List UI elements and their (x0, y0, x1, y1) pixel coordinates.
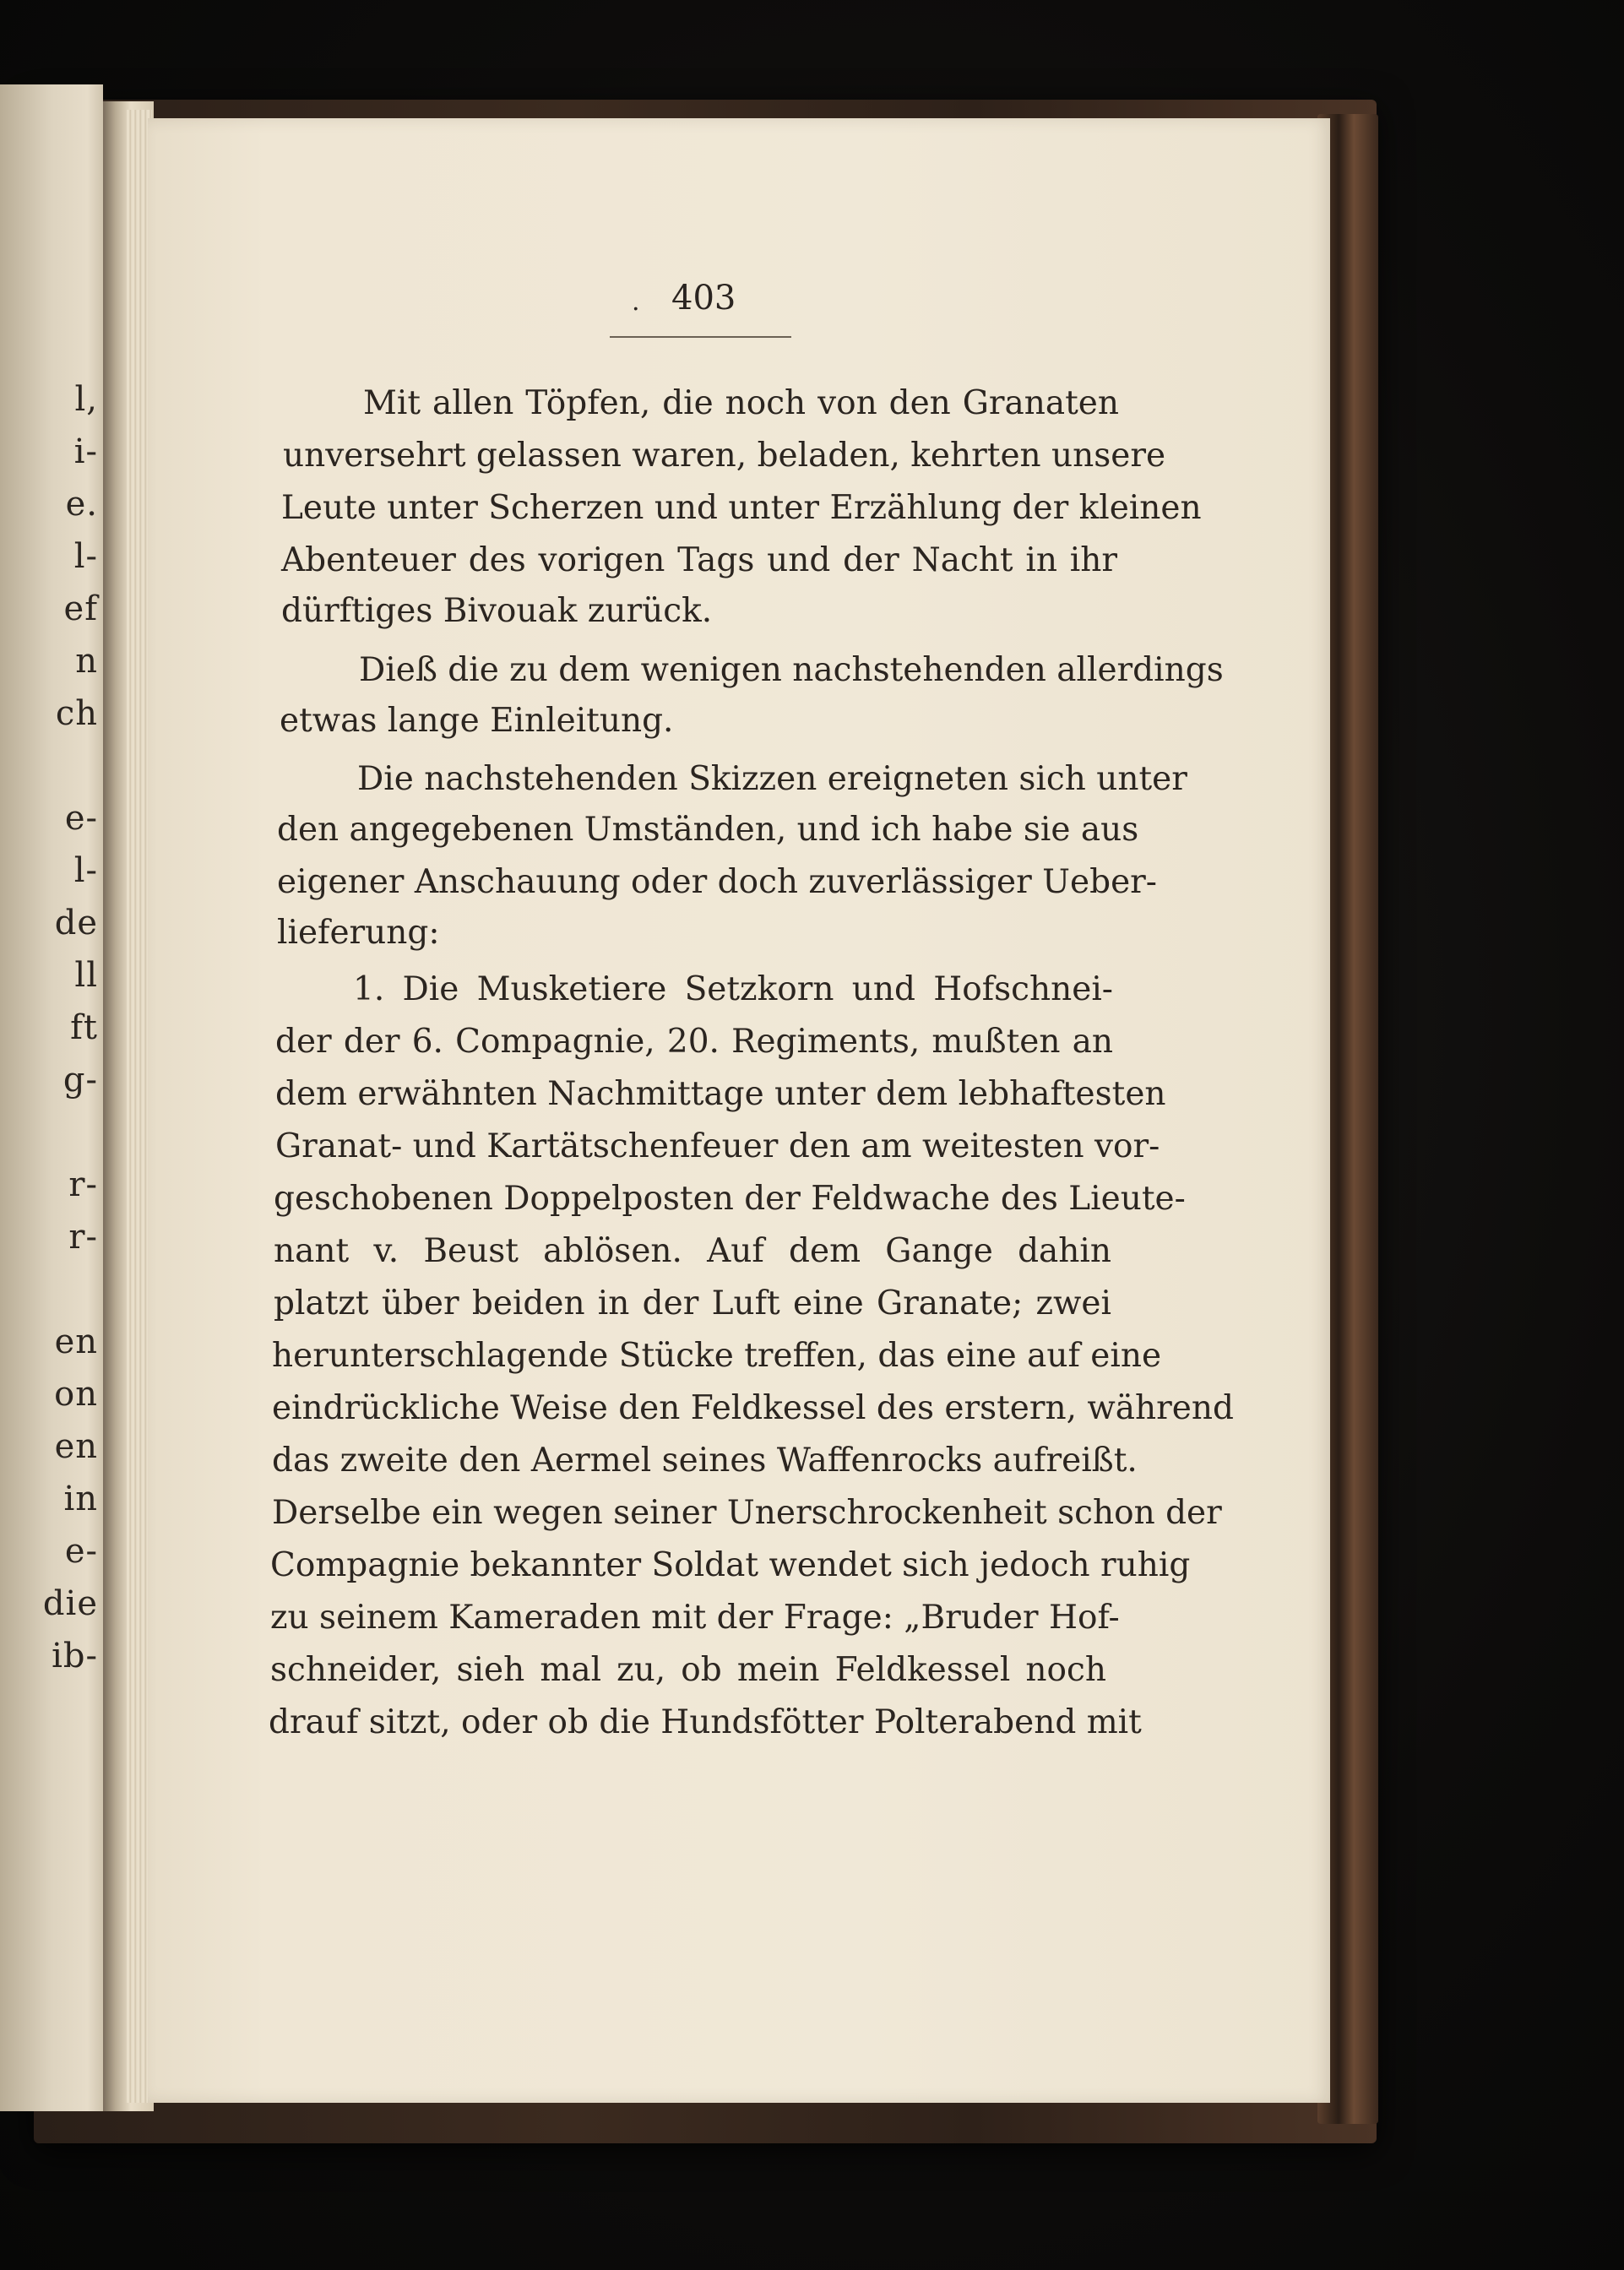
facing-page-fragment: ft (70, 1008, 98, 1047)
text-line: das zweite den Aermel seines Waffenrocks aufreißt. (272, 1442, 1138, 1480)
facing-page-fragment: ch (55, 694, 98, 733)
facing-page-fragment: l- (73, 537, 98, 576)
facing-page (0, 84, 103, 2111)
text-line: schneider, sieh mal zu, ob mein Feldkessel noch (270, 1651, 1106, 1689)
text-line: Compagnie bekannter Soldat wendet sich jedoch ruhig (270, 1546, 1191, 1584)
text-line: Dieß die zu dem wenigen nachstehenden allerdings (359, 651, 1224, 689)
facing-page-fragment: e- (64, 1532, 98, 1571)
text-line: dem erwähnten Nachmittage unter dem lebhaftesten (275, 1075, 1166, 1113)
text-line: geschobenen Doppelposten der Feldwache des Lieute- (274, 1180, 1186, 1218)
facing-page-fragment: en (54, 1322, 98, 1361)
text-line: Mit allen Töpfen, die noch von den Granaten (363, 384, 1119, 422)
facing-page-fragment: on (54, 1375, 98, 1414)
facing-page-fragment: en (54, 1427, 98, 1466)
facing-page-fragment: de (54, 904, 98, 942)
facing-page-fragment: e. (65, 485, 98, 524)
facing-page-fragment: in (63, 1480, 98, 1518)
text-line: Leute unter Scherzen und unter Erzählung der kleinen (281, 489, 1202, 527)
page-mark: . (632, 287, 640, 317)
text-line: nant v. Beust ablösen. Auf dem Gange dahin (274, 1232, 1111, 1270)
text-line: Granat- und Kartätschenfeuer den am weitesten vor- (275, 1127, 1160, 1165)
text-line: herunterschlagende Stücke treffen, das eine auf eine (272, 1337, 1162, 1375)
text-line: eigener Anschauung oder doch zuverlässiger Ueber- (277, 863, 1157, 901)
facing-page-fragment: l, (74, 380, 98, 419)
facing-page-fragment: g- (62, 1061, 98, 1100)
text-line: unversehrt gelassen waren, beladen, kehrten unsere (283, 437, 1166, 475)
text-line: zu seinem Kameraden mit der Frage: „Bruder Hof- (270, 1599, 1120, 1637)
text-line: 1. Die Musketiere Setzkorn und Hofschnei- (353, 970, 1113, 1008)
text-line: etwas lange Einleitung. (280, 702, 674, 740)
facing-page-fragment: r- (68, 1218, 98, 1257)
facing-page-fragment: die (42, 1584, 98, 1623)
text-line: eindrückliche Weise den Feldkessel des erstern, während (272, 1389, 1234, 1427)
page-number: 403 (671, 279, 736, 318)
text-line: drauf sitzt, oder ob die Hundsfötter Polterabend mit (269, 1703, 1142, 1741)
text-line: lieferung: (277, 914, 440, 952)
facing-page-fragment: ib- (52, 1637, 98, 1675)
text-line: platzt über beiden in der Luft eine Granate; zwei (274, 1284, 1111, 1322)
text-line: Derselbe ein wegen seiner Unerschrockenheit schon der (272, 1494, 1222, 1532)
facing-page-fragment: ll (74, 956, 98, 995)
facing-page-fragment: ef (63, 589, 98, 628)
facing-page-fragment: e- (64, 799, 98, 838)
facing-page-fragment: r- (68, 1165, 98, 1204)
facing-page-fragment: i- (73, 432, 98, 471)
text-line: dürftiges Bivouak zurück. (281, 592, 713, 630)
header-rule (610, 336, 791, 338)
text-line: den angegebenen Umständen, und ich habe sie aus (277, 811, 1139, 849)
text-line: der der 6. Compagnie, 20. Regiments, mußten an (275, 1023, 1113, 1061)
facing-page-fragment: l- (73, 851, 98, 890)
facing-page-fragment: n (75, 642, 98, 681)
text-line: Abenteuer des vorigen Tags und der Nacht in ihr (281, 541, 1117, 579)
text-line: Die nachstehenden Skizzen ereigneten sich unter (357, 760, 1187, 798)
